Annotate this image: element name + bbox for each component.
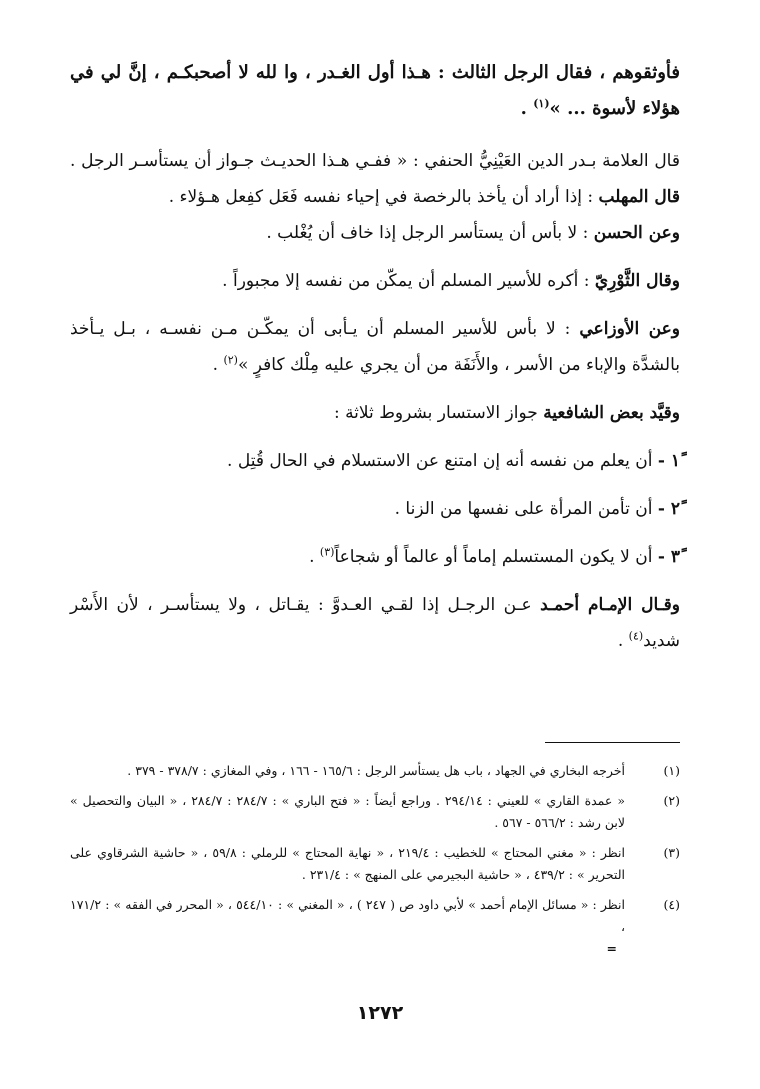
footnote-ref-3: (٣) [319, 545, 335, 559]
paragraph-6: وقيَّد بعض الشافعية جواز الاستسار بشروط ثلاثة : [333, 403, 680, 423]
list-item-3: ٣ً - أن لا يكون المستسلم إماماً أو عالماً أو شجاعاً$^{(٣)}$ . [309, 545, 680, 567]
footnote-1: (١) أخرجه البخاري في الجهاد ، باب هل يستأسر الرجل : ١٦٥/٦ - ١٦٦ ، وفي المغازي : ٣٧٨/٧ - ٣٧٩ . [127, 763, 680, 778]
paragraph-1: فأوثقوهم ، فقال الرجل الثالث : هـذا أول الغـدر ، وا لله لا أصحبكـم ، إنَّ لي في هؤلاء لأسوة ... »$^{(١)}$ . [70, 62, 680, 119]
paragraph-4: وقال الثَّوْرِيّ : أكره للأسير المسلم أن يمكّن من نفسه إلا مجبوراً . [222, 271, 680, 291]
continuation-mark: = [606, 941, 617, 956]
main-text [70, 55, 680, 659]
footnote-2: (٢) « عمدة القاري » للعيني : ٢٩٤/١٤ . وراجع أيضاً : « فتح الباري » : ٢٨٤/٧ : ٢٨٤/٧ ، « البيان والتحصيل » لابن رشد : ٥٦٦/٢ - ٥٦٧ . [70, 793, 680, 830]
paragraph-3: وعن الحسن : لا بأس أن يستأسر الرجل إذا خاف أن يُغْلب . [266, 223, 680, 243]
footnote-ref-4: (٤) [628, 629, 644, 643]
paragraph-2: قال العلامة بـدر الدين العَيْنِيُّ الحنفي : « ففـي هـذا الحديـث جـواز أن يستأسـر الرجل . قال المهلب : إذا أراد أن يأخذ بالرخصة في إحياء نفسه فَعَل كفِعل هـؤلاء . [70, 151, 680, 207]
footnote-divider [545, 742, 680, 743]
footnote-4: (٤) انظر : « مسائل الإمام أحمد » لأبي داود ص ( ٢٤٧ ) ، « المغني » : ٥٤٤/١٠ ، « المحرر في الفقه » : ١٧١/٢ ، = [70, 894, 680, 960]
page-number: ١٢٧٢ [356, 1002, 404, 1024]
footnote-ref-1: (١) [533, 97, 550, 110]
footnotes [70, 760, 680, 968]
footnote-3: (٣) انظر : « مغني المحتاج » للخطيب : ٢١٩/٤ ، « نهاية المحتاج » للرملي : ٥٩/٨ ، « حاشية الشرقاوي على التحرير » : ٤٣٩/٢ ، « حاشية البجيرمي على المنهج » : ٢٣١/٤ . [70, 845, 680, 882]
paragraph-7: وقـال الإمـام أحمـد عـن الرجـل إذا لقـي العـدوَّ : يقـاتل ، ولا يستأسـر ، لأن الأَسْر شديد$^{(٤)}$ . [70, 595, 680, 651]
list-item-2: ٢ً - أن تأمن المرأة على نفسها من الزنا . [394, 499, 680, 519]
list-item-1: ١ً - أن يعلم من نفسه أنه إن امتنع عن الاستسلام في الحال قُتِل . [227, 451, 680, 471]
paragraph-5: وعن الأوزاعي : لا بأس للأسير المسلم أن يـأبى أن يمكّـن مـن نفسـه ، بـل يـأخذ بالشدَّة والإباء من الأسر ، والأَنَفَة من أن يجري عليه مِلْك كافرٍ »$^{(٢)}$ . [70, 319, 681, 375]
footnote-ref-2: (٢) [223, 353, 238, 367]
